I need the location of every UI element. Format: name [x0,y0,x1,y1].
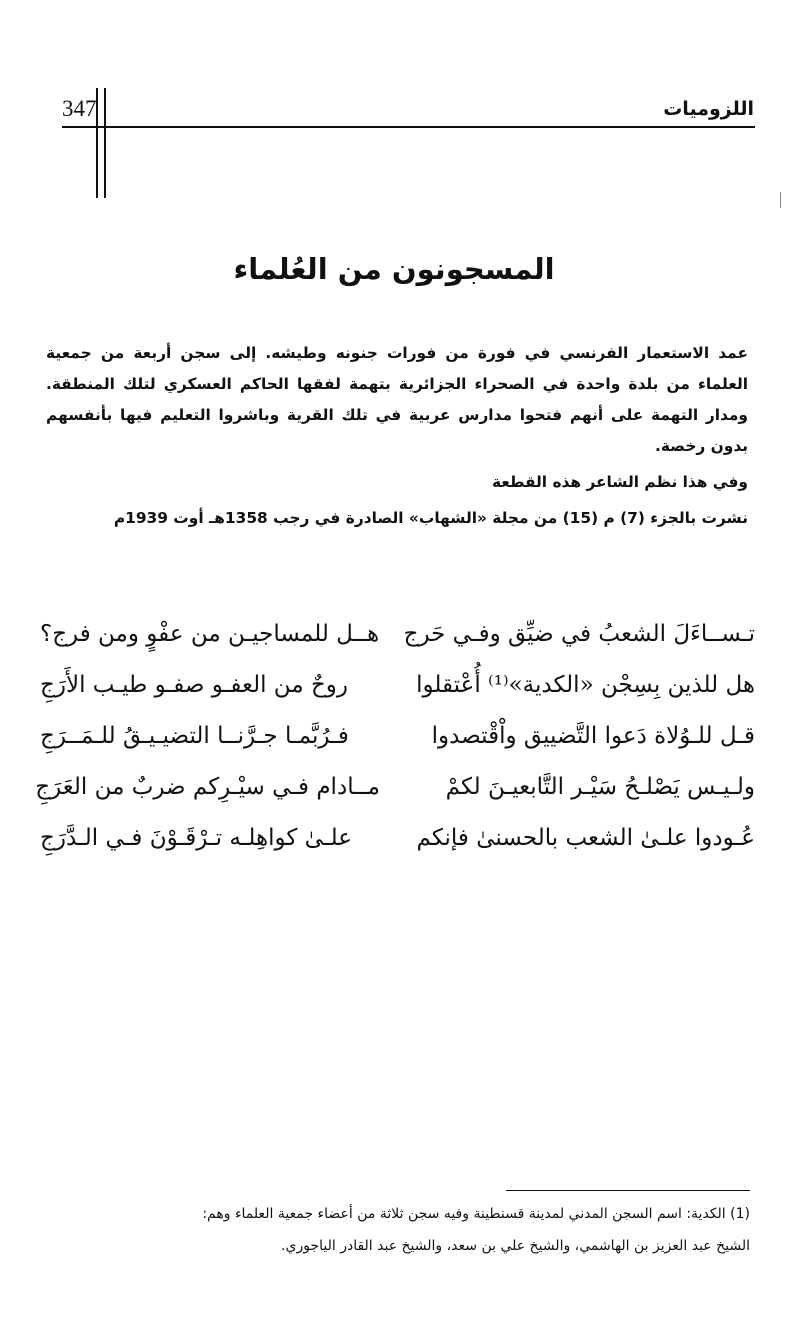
page-number: 347 [62,96,97,121]
verse-second-hemistich: فـرُبَّمـا جـرَّنــا التضيـيـقُ للـمَــرَجِ [40,722,349,749]
verse-first-hemistich: قـل للـوُلاة دَعوا التَّضييق واْقْتصدوا [431,722,755,749]
poem-title: المسجونون من العُلماء [233,252,555,286]
verse-second-hemistich: علـىٰ كواهِلـه تـرْقَـوْنَ فـي الـدَّرَجِ [40,824,352,851]
verse-second-hemistich: هــل للمساجيـن من عفْوٍ ومن فرج؟ [40,620,380,647]
verse-second-hemistich: مــادام فـي سيْـرِكم ضربٌ من العَرَجِ [35,773,380,800]
footnote [36,1198,750,1262]
footnote-rule [506,1190,750,1191]
footnote-line: الشيخ عبد العزيز بن الهاشمي، والشيخ علي بن سعد، والشيخ عبد القادر الياجوري. [281,1238,750,1254]
verse-first-hemistich: تـســاءَلَ الشعبُ في ضيِّق وفـي حَرج [403,620,755,647]
poem [35,608,755,863]
intro-paragraph: عمد الاستعمار الفرنسي في فورة من فورات جنونه وطيشه. إلى سجن أربعة من جمعية العلماء من بلدة واحدة في الصحراء الجزائرية بتهمة لفقها الحاكم العسكري لتلك المنطقة. ومدار التهمة على أنهم فتحوا مدارس عربية في تلك القرية وباشروا التعليم فيها بأنفسهم بدون رخصة. [46,344,748,455]
running-header-title: اللزوميات [663,98,754,120]
verse [40,659,755,710]
introduction [46,338,748,534]
verse-first-hemistich: عُـودوا علـىٰ الشعب بالحسنىٰ فإنكم [416,824,755,851]
verse-second-hemistich: روحٌ من العفـو صفـو طيـب الأَرَجِ [40,671,349,698]
footnote-line: (1) الكدية: اسم السجن المدني لمدينة قسنطينة وفيه سجن ثلاثة من أعضاء جمعية العلماء وهم: [202,1206,750,1222]
intro-paragraph: وفي هذا نظم الشاعر هذه القطعة [491,473,748,491]
verse [35,761,755,812]
verse [40,608,755,659]
verse-first-hemistich: ولـيـس يَصْلـحُ سَيْـر التَّابعيـنَ لكمْ [445,773,755,800]
verse [40,710,755,761]
verse [40,812,755,863]
publication-note: نشرت بالجزء (7) م (15) من مجلة «الشهاب» الصادرة في رجب 1358هـ أوت 1939م [113,509,748,527]
verse-first-hemistich: هل للذين بِسِجْن «الكدية»⁽¹⁾ أُعْتقلوا [416,671,755,698]
header-vertical-rule [96,88,98,198]
header-vertical-rule-inner [104,88,106,198]
header-rule [62,126,755,128]
margin-mark [780,192,781,208]
